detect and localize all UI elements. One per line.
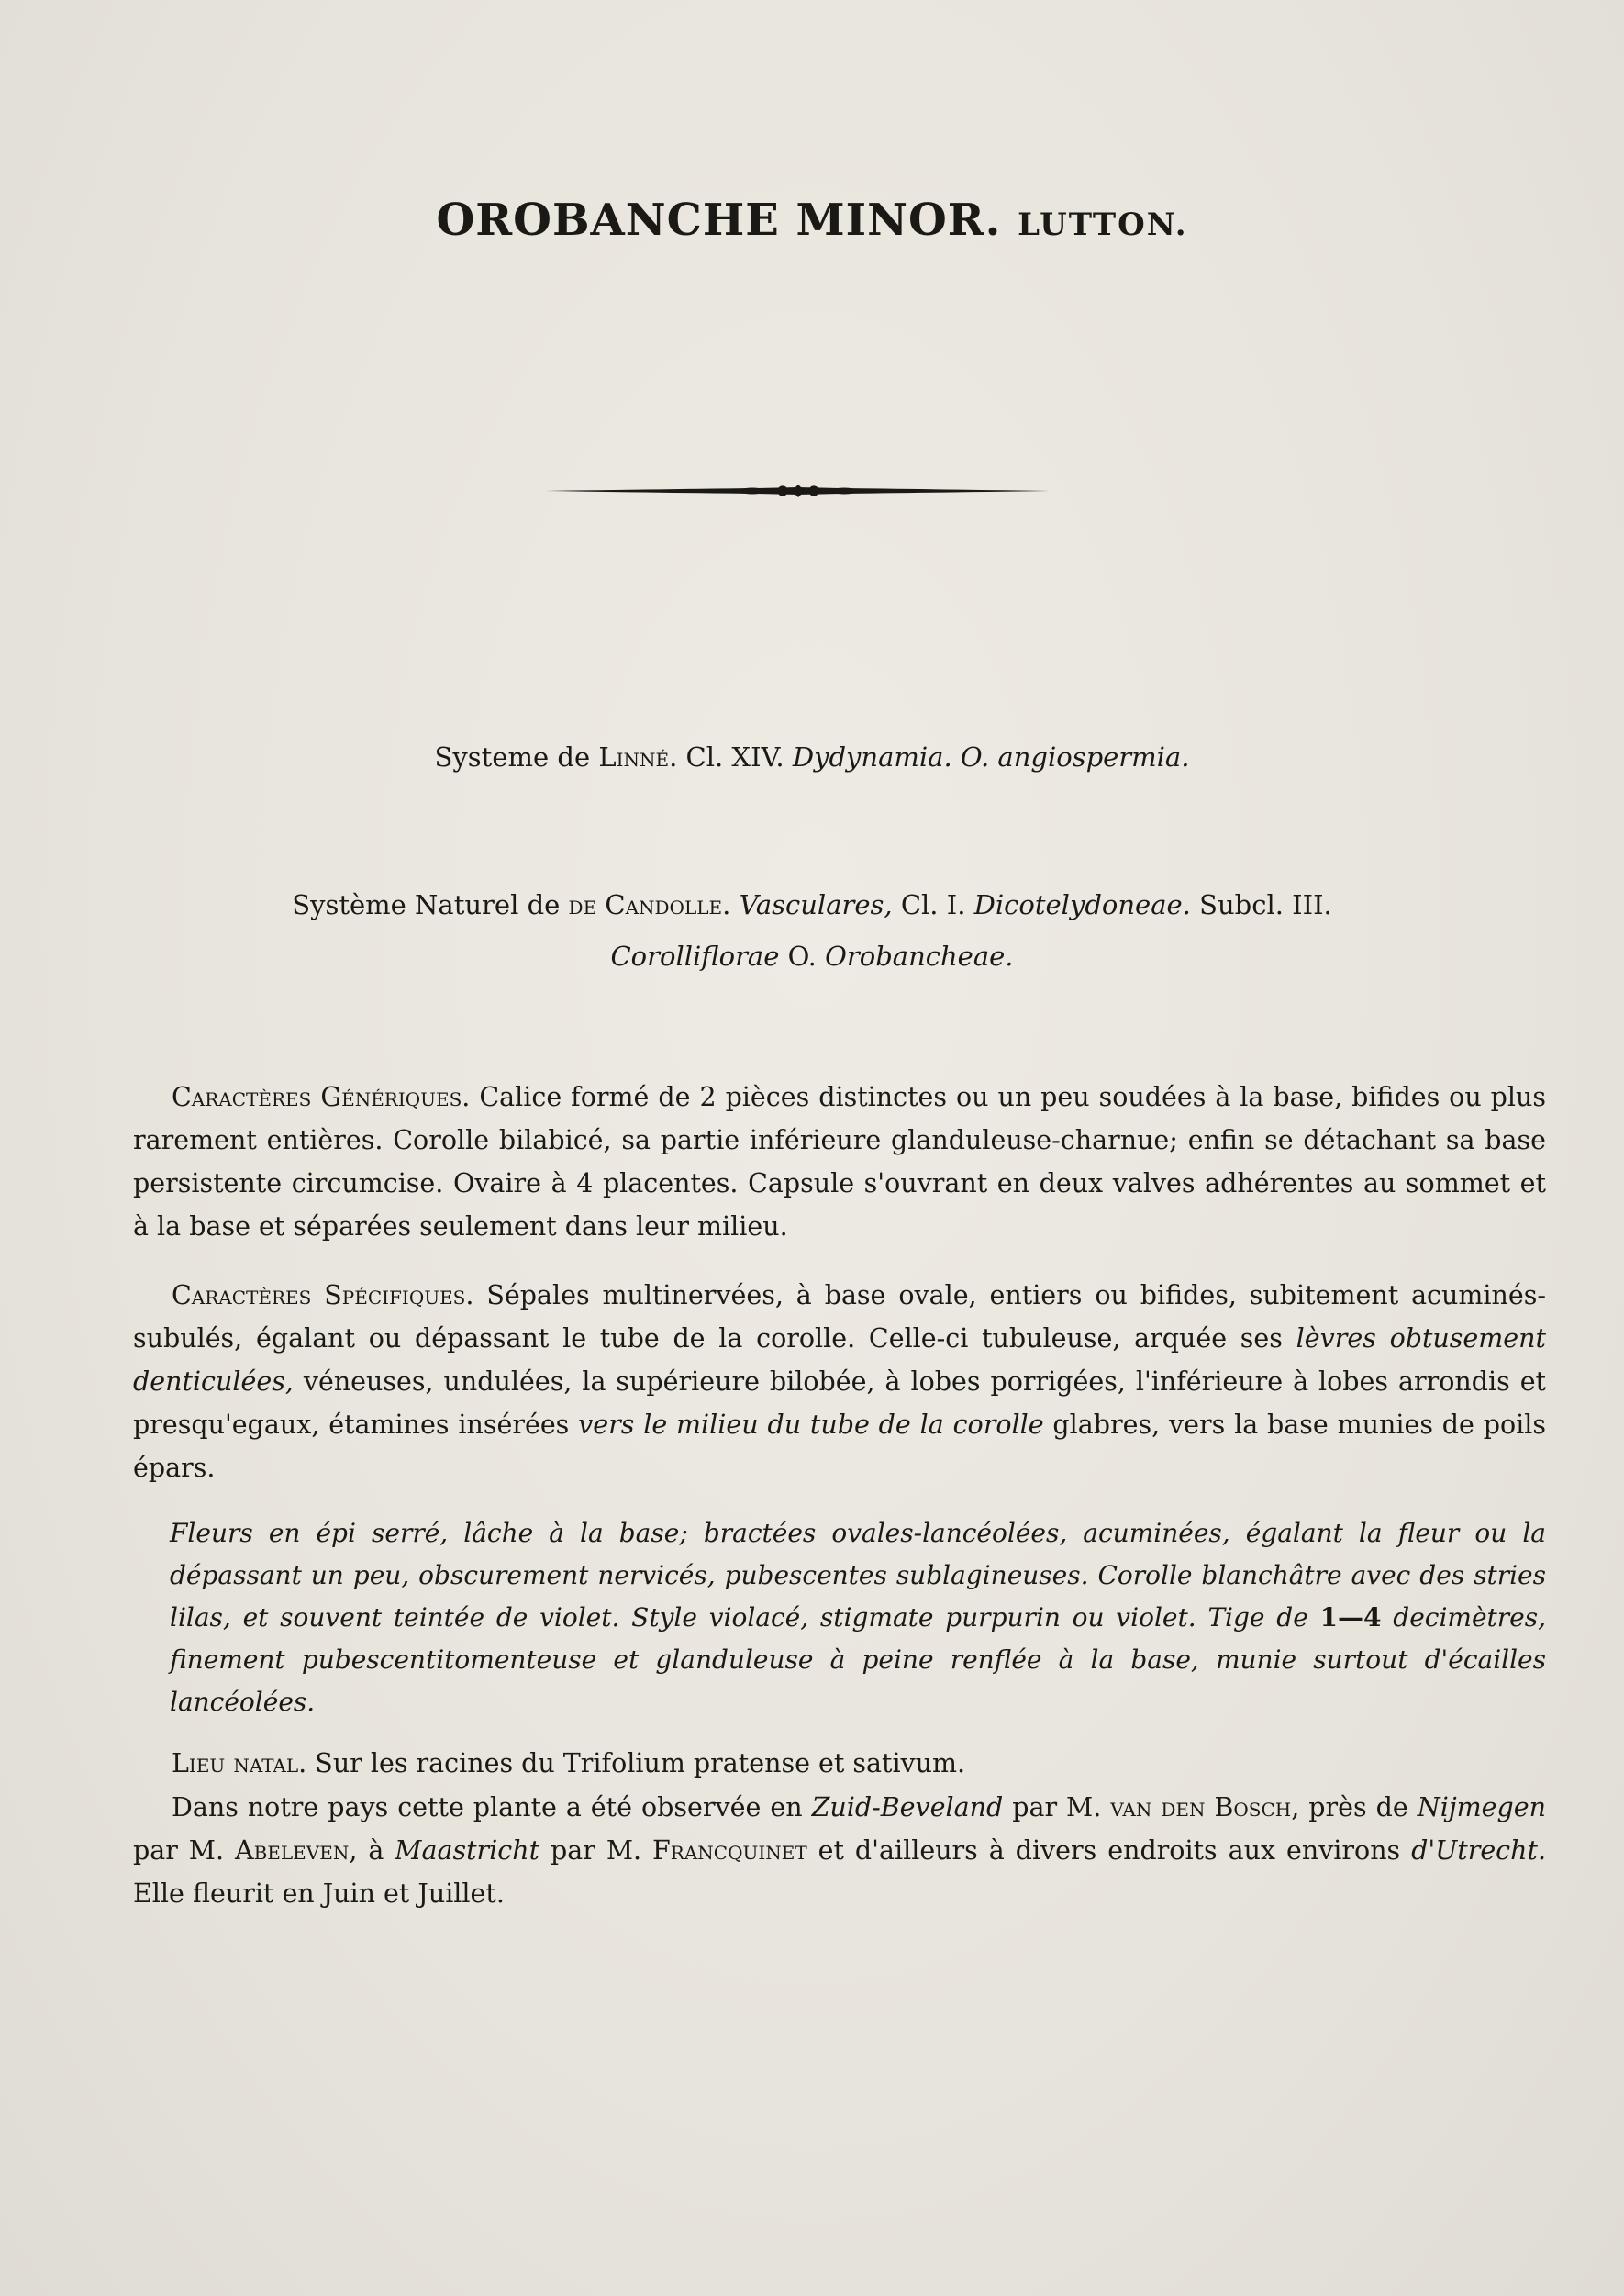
- system-candolle: [0, 879, 1624, 982]
- page-title: [0, 195, 1624, 246]
- system-candolle-line1: Système Naturel de de Candolle. Vasculares, Cl. I. Dicotelydoneae. Subcl. III.: [292, 889, 1332, 920]
- distribution: Dans notre pays cette plante a été observée en Zuid-Beveland par M. van den Bosch, près de Nijmegen par M. Abeleven, à Maastricht par M. Francquinet et d'ailleurs à divers endroits aux environs d'Utrecht. Elle fleurit en Juin et Juillet.: [133, 1792, 1547, 1909]
- specific-heading: Caractères Spécifiques.: [172, 1280, 474, 1310]
- generic-heading: Caractères Génériques.: [172, 1082, 471, 1112]
- habitat-heading: Lieu natal.: [172, 1748, 307, 1778]
- title-main: OROBANCHE MINOR.: [436, 195, 1002, 246]
- title-author: LUTTON.: [1018, 206, 1188, 243]
- decorative-rule-icon: [546, 477, 1051, 505]
- habitat: Lieu natal. Sur les racines du Trifolium pratense et sativum.: [172, 1748, 966, 1778]
- specific-characters: Caractères Spécifiques. Sépales multinervées, à base ovale, entiers ou bifides, subitement acuminés-subulés, égalant ou dépassant le tube de la corolle. Celle-ci tubuleuse, arquée ses lèvres obtusement denticulées, véneuses, undulées, la supérieure bilobée, à lobes porrigées, l'inférieure à lobes arrondis et presqu'egaux, étamines insérées vers le milieu du tube de la corolle glabres, vers la base munies de poils épars.: [133, 1280, 1547, 1483]
- system-linne: Systeme de Linné. Cl. XIV. Dydynamia. O. angiospermia.: [434, 741, 1190, 773]
- generic-characters: [133, 1076, 1546, 1248]
- system-candolle-line2: Corolliflorae O. Orobancheae.: [610, 941, 1014, 972]
- generic-text: Calice formé de 2 pièces distinctes ou un peu soudées à la base, bifides ou plus rarement entières. Corolle bilabicé, sa partie inférieure glanduleuse-charnue; enfin se détachant sa base persistente circumcise. Ovaire à 4 placentes. Capsule s'ouvrant en deux valves adhérentes au sommet et à la base et séparées seulement dans leur milieu.: [133, 1082, 1547, 1242]
- species-description: Fleurs en épi serré, lâche à la base; bractées ovales-lancéolées, acuminées, égalant la fleur ou la dépassant un peu, obscurement nervicés, pubescentes sublagineuses. Corolle blanchâtre avec des stries lilas, et souvent teintée de violet. Style violacé, stigmate purpurin ou violet. Tige de 1—4 decimètres, finement pubescentitomenteuse et glanduleuse à peine renflée à la base, munie surtout d'écailles lancéolées.: [170, 1518, 1546, 1717]
